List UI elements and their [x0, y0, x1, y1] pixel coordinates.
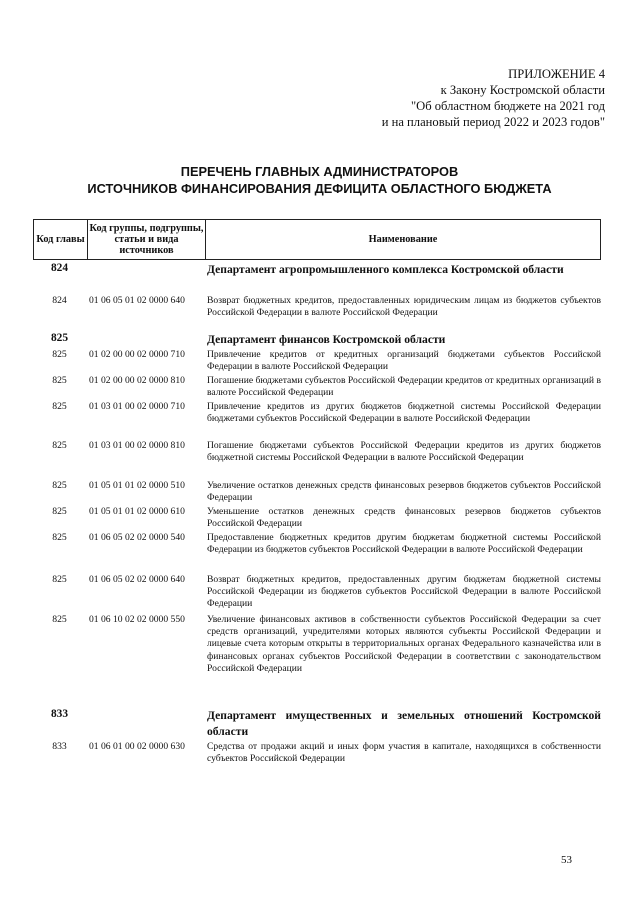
row-chapter: 824 [52, 295, 67, 306]
appendix-header [382, 66, 605, 130]
table-row [33, 440, 601, 464]
row-chapter: 825 [52, 375, 67, 386]
row-name: Увеличение финансовых активов в собственности субъектов Российской Федерации за счет средств организаций, учредителями которых являются субъекты Российской Федерации и лицевые счета которым открыты в территориальных органах Федерального казначейства или в финансовых органах субъектов Российской Федерации в соответствии с законодательством Российской Федерации [207, 614, 601, 674]
row-chapter: 824 [50, 262, 69, 274]
table-row [33, 614, 601, 675]
row-code: 01 06 05 01 02 0000 640 [89, 295, 185, 306]
table-row [33, 375, 601, 399]
row-chapter: 825 [52, 440, 67, 451]
row-chapter: 825 [52, 532, 67, 543]
title-line-1: ПЕРЕЧЕНЬ ГЛАВНЫХ АДМИНИСТРАТОРОВ [180, 164, 459, 179]
table-row [33, 349, 601, 373]
header-name: Наименование [206, 220, 601, 260]
row-name: Погашение бюджетами субъектов Российской Федерации кредитов от кредитных организаций в валюте Российской Федерации [207, 375, 601, 399]
row-name: Департамент имущественных и земельных отношений Костромской области [207, 709, 601, 738]
row-chapter: 833 [50, 708, 69, 720]
row-name: Погашение бюджетами субъектов Российской Федерации кредитов из других бюджетов бюджетной системы Российской Федерации в валюте Российской Федерации [207, 440, 601, 464]
row-chapter: 825 [52, 574, 67, 585]
row-code: 01 05 01 01 02 0000 510 [89, 480, 185, 491]
row-chapter: 833 [52, 741, 67, 752]
row-name: Привлечение кредитов от кредитных организаций бюджетами субъектов Российской Федерации в валюте Российской Федерации [207, 349, 601, 373]
row-code: 01 05 01 01 02 0000 610 [89, 506, 185, 517]
table-row [33, 574, 601, 611]
row-name: Средства от продажи акций и иных форм участия в капитале, находящихся в собственности субъектов Российской Федерации [207, 741, 601, 765]
row-chapter: 825 [52, 506, 67, 517]
table-row [33, 532, 601, 556]
table-row [33, 332, 601, 348]
row-name: Возврат бюджетных кредитов, предоставленных другим бюджетам бюджетной системы Российской Федерации из бюджетов субъектов Российской Федерации в валюте Российской Федерации [207, 574, 601, 610]
row-code: 01 06 05 02 02 0000 540 [89, 532, 185, 543]
row-code: 01 03 01 00 02 0000 810 [89, 440, 185, 451]
table-row [33, 401, 601, 425]
row-name: Уменьшение остатков денежных средств финансовых резервов бюджетов субъектов Российской Федерации [207, 506, 601, 530]
row-code: 01 06 05 02 02 0000 640 [89, 574, 185, 585]
row-name: Департамент агропромышленного комплекса Костромской области [207, 263, 564, 276]
appendix-line-2: к Закону Костромской области [440, 83, 605, 97]
header-source-code: Код группы, подгруппы, статьи и вида источников [88, 220, 206, 260]
row-code: 01 03 01 00 02 0000 710 [89, 401, 185, 412]
appendix-line-4: и на плановый период 2022 и 2023 годов" [381, 115, 605, 129]
row-name: Предоставление бюджетных кредитов другим бюджетам бюджетной системы Российской Федерации из бюджетов субъектов Российской Федерации в валюте Российской Федерации [207, 532, 601, 556]
table-row [33, 708, 601, 739]
row-code: 01 02 00 00 02 0000 710 [89, 349, 185, 360]
document-title [0, 163, 639, 197]
row-name: Департамент финансов Костромской области [207, 333, 446, 346]
row-chapter: 825 [50, 332, 69, 344]
table-row [33, 741, 601, 765]
title-line-2: ИСТОЧНИКОВ ФИНАНСИРОВАНИЯ ДЕФИЦИТА ОБЛАСТНОГО БЮДЖЕТА [87, 181, 552, 196]
header-chapter-code: Код главы [34, 220, 88, 260]
row-chapter: 825 [52, 614, 67, 625]
table-row [33, 480, 601, 504]
row-chapter: 825 [52, 480, 67, 491]
row-code: 01 02 00 00 02 0000 810 [89, 375, 185, 386]
row-chapter: 825 [52, 349, 67, 360]
appendix-line-1: ПРИЛОЖЕНИЕ 4 [508, 67, 605, 81]
table-row [33, 262, 601, 278]
page-number: 53 [561, 854, 572, 866]
row-code: 01 06 10 02 02 0000 550 [89, 614, 185, 625]
table-row [33, 506, 601, 530]
row-name: Привлечение кредитов из других бюджетов бюджетной системы Российской Федерации бюджетами субъектов Российской Федерации в валюте Российской Федерации [207, 401, 601, 425]
row-code: 01 06 01 00 02 0000 630 [89, 741, 185, 752]
table-row [33, 295, 601, 319]
row-chapter: 825 [52, 401, 67, 412]
row-name: Увеличение остатков денежных средств финансовых резервов бюджетов субъектов Российской Федерации [207, 480, 601, 504]
row-name: Возврат бюджетных кредитов, предоставленных юридическим лицам из бюджетов субъектов Российской Федерации в валюте Российской Федерации [207, 295, 601, 319]
appendix-line-3: "Об областном бюджете на 2021 год [410, 99, 605, 113]
table-header [33, 219, 601, 260]
